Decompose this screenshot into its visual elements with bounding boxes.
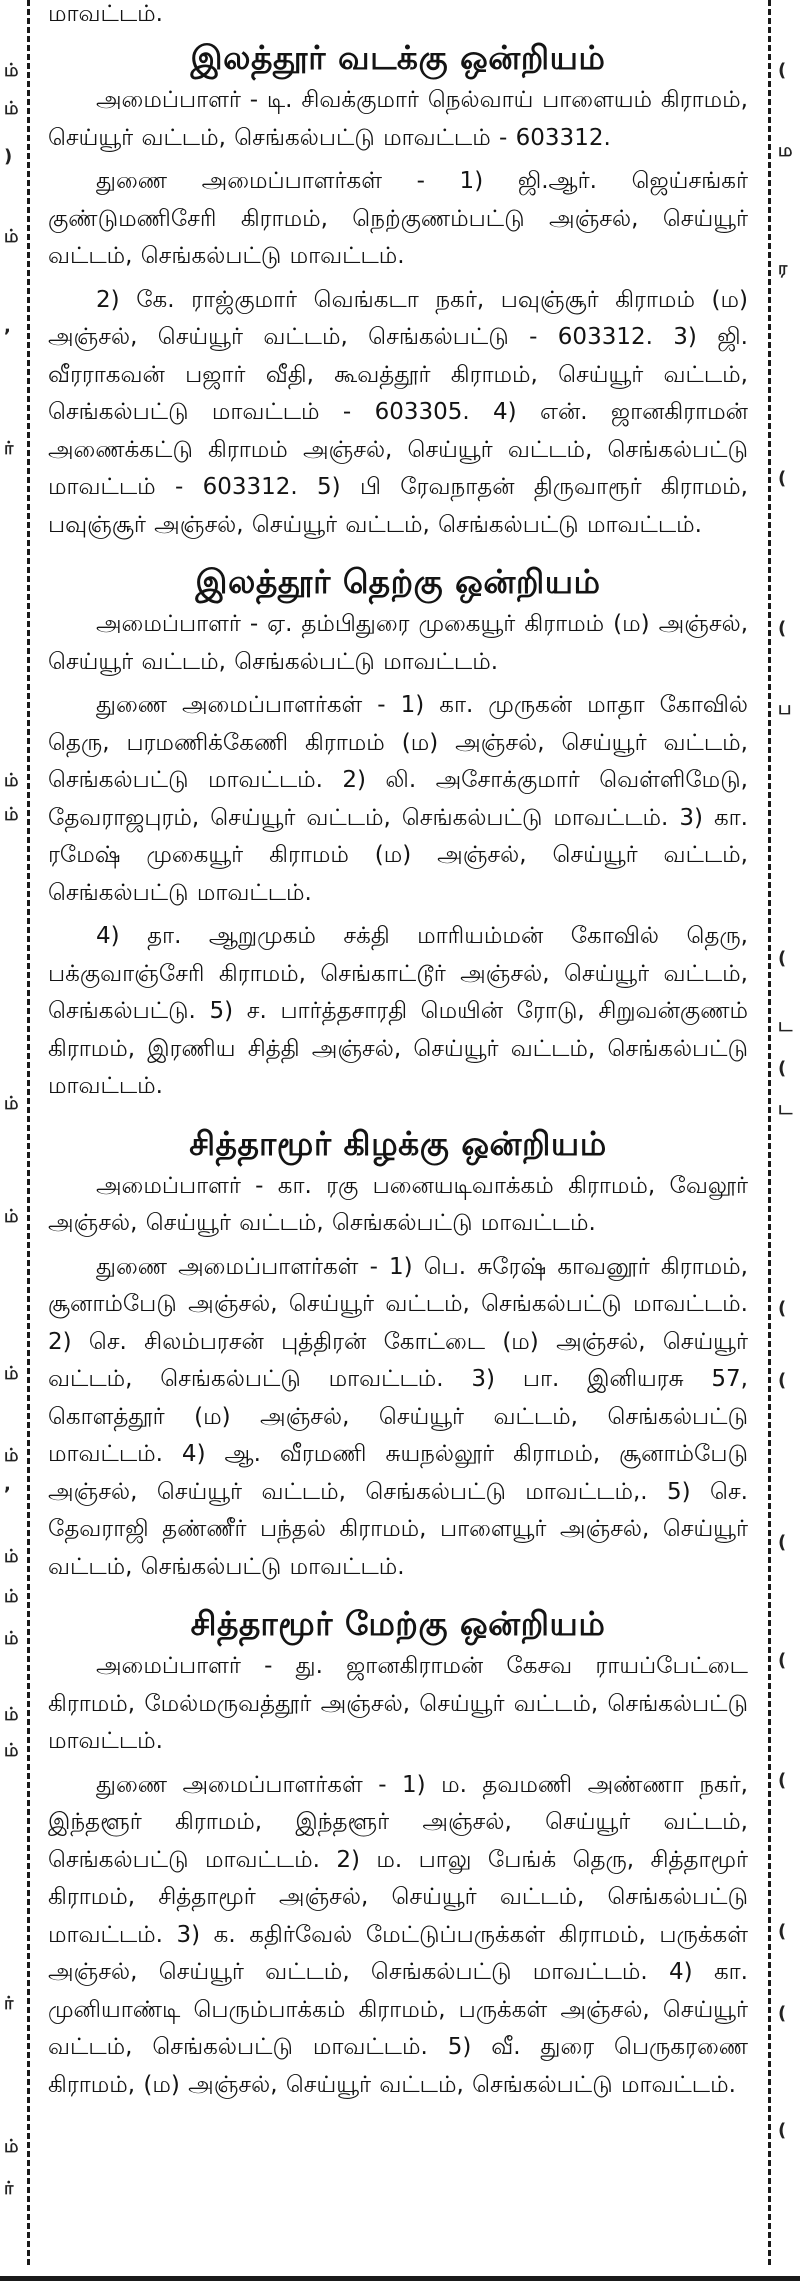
right-margin-fragment: ( xyxy=(778,2003,787,2024)
left-margin-fragment: ) xyxy=(4,146,13,167)
organizer-paragraph: அமைப்பாளர் - டி. சிவக்குமார் நெல்வாய் பாளையம் கிராமம், செய்யூர் வட்டம், செங்கல்பட்டு மாவட்டம் - 603312. xyxy=(48,87,748,151)
right-margin-fragment: ( xyxy=(778,468,787,489)
right-margin-fragment: ( xyxy=(778,618,787,639)
article-column xyxy=(48,0,748,2110)
deputy-organizers-paragraph: துணை அமைப்பாளர்கள் - 1) ஜி.ஆர். ஜெய்சங்கர் குண்டுமணிசேரி கிராமம், நெற்குணம்பட்டு அஞ்சல், செய்யூர் வட்டம், செங்கல்பட்டு மாவட்டம். xyxy=(48,168,748,269)
left-margin-fragment: ம் xyxy=(4,1093,19,1114)
right-margin-fragment: ( xyxy=(778,60,787,81)
left-margin-fragment: ம் xyxy=(4,60,19,81)
deputy-organizers-paragraph: 2) கே. ராஜ்குமார் வெங்கடா நகர், பவுஞ்சூர் கிராமம் (ம) அஞ்சல், செய்யூர் வட்டம், செங்கல்பட்டு - 603312. 3) ஜி. வீரராகவன் பஜார் வீதி, கூவத்தூர் கிராமம், செய்யூர் வட்டம், செங்கல்பட்டு மாவட்டம் - 603305. 4) என். ஜானகிராமன் அணைக்கட்டு கிராமம் அஞ்சல், செய்யூர் வட்டம், செங்கல்பட்டு மாவட்டம் - 603312. 5) பி ரேவநாதன் திருவாரூர் கிராமம், பவுஞ்சூர் அஞ்சல், செய்யூர் வட்டம், செங்கல்பட்டு மாவட்டம். xyxy=(48,286,748,538)
right-margin-fragment: ( xyxy=(778,1770,787,1791)
right-margin-fragment: ( xyxy=(778,948,787,969)
section-heading: சித்தாமூர் கிழக்கு ஒன்றியம் xyxy=(189,1123,607,1163)
right-margin-fragment: ம xyxy=(778,140,793,161)
left-margin-fragment: ம் xyxy=(4,98,19,119)
deputy-organizers-paragraph: துணை அமைப்பாளர்கள் - 1) பெ. சுரேஷ் காவனூர் கிராமம், சூனாம்பேடு அஞ்சல், செய்யூர் வட்டம், செங்கல்பட்டு மாவட்டம். 2) செ. சிலம்பரசன் புத்திரன் கோட்டை (ம) அஞ்சல், செய்யூர் வட்டம், செங்கல்பட்டு மாவட்டம். 3) பா. இனியரசு 57, கொளத்தூர் (ம) அஞ்சல், செய்யூர் வட்டம், செங்கல்பட்டு மாவட்டம். 4) ஆ. வீரமணி சுயநல்லூர் கிராமம், சூனாம்பேடு அஞ்சல், செய்யூர் வட்டம், செங்கல்பட்டு மாவட்டம்,. 5) செ. தேவராஜி தண்ணீர் பந்தல் கிராமம், பாளையூர் அஞ்சல், செய்யூர் வட்டம், செங்கல்பட்டு மாவட்டம். xyxy=(48,1253,748,1580)
section-heading: இலத்தூர் வடக்கு ஒன்றியம் xyxy=(190,38,606,77)
right-margin-fragment: ( xyxy=(778,1921,787,1942)
right-margin-fragment: ( xyxy=(778,1058,787,1079)
right-margin-fragment: ( xyxy=(778,2120,787,2141)
section-ilathur-north xyxy=(48,36,748,544)
left-margin-fragment: ம் xyxy=(4,226,19,247)
left-margin-fragment: ம் xyxy=(4,1704,19,1725)
organizer-paragraph: அமைப்பாளர் - கா. ரகு பனையடிவாக்கம் கிராமம், வேலூர் அஞ்சல், செய்யூர் வட்டம், செங்கல்பட்டு மாவட்டம். xyxy=(48,1172,748,1236)
left-margin-fragment: ம் xyxy=(4,770,19,791)
left-margin-fragment: ம் xyxy=(4,1445,19,1466)
left-margin-fragment: , xyxy=(4,1474,11,1495)
organizer-paragraph: அமைப்பாளர் - ஏ. தம்பிதுரை முகையூர் கிராமம் (ம) அஞ்சல், செய்யூர் வட்டம், செங்கல்பட்டு மாவட்டம். xyxy=(48,611,748,675)
left-margin-fragment: ம் xyxy=(4,804,19,825)
left-margin-fragment: ம் xyxy=(4,2136,19,2157)
section-ilathur-south xyxy=(48,560,748,1106)
left-margin-fragment: ம் xyxy=(4,1206,19,1227)
right-margin-fragment: ( xyxy=(778,1532,787,1553)
right-margin-fragment: ர xyxy=(778,258,788,279)
left-margin-fragment: , xyxy=(4,316,11,337)
left-margin-fragment: ம் xyxy=(4,1586,19,1607)
continued-text: மாவட்டம். xyxy=(48,1,163,27)
right-margin-fragment: ப xyxy=(778,698,792,719)
left-margin-fragment: ர் xyxy=(4,438,14,459)
left-margin-fragment: ர் xyxy=(4,2178,14,2199)
left-margin-fragment: ம் xyxy=(4,1628,19,1649)
right-column-divider xyxy=(768,0,771,2265)
section-chithamur-west xyxy=(48,1602,748,2104)
left-column-divider xyxy=(27,0,30,2265)
left-margin-fragment: ர் xyxy=(4,1993,14,2014)
right-margin-fragment: ( xyxy=(778,1650,787,1671)
deputy-organizers-paragraph: துணை அமைப்பாளர்கள் - 1) கா. முருகன் மாதா கோவில் தெரு, பரமணிக்கேணி கிராமம் (ம) அஞ்சல், செய்யூர் வட்டம், செங்கல்பட்டு மாவட்டம். 2) லி. அசோக்குமார் வெள்ளிமேடு, தேவராஜபுரம், செய்யூர் வட்டம், செங்கல்பட்டு மாவட்டம். 3) கா. ரமேஷ் முகையூர் கிராமம் (ம) அஞ்சல், செய்யூர் வட்டம், செங்கல்பட்டு மாவட்டம். xyxy=(48,692,748,906)
left-margin-fragment: ம் xyxy=(4,1740,19,1761)
section-heading: சித்தாமூர் மேற்கு ஒன்றியம் xyxy=(190,1604,606,1643)
deputy-organizers-paragraph: 4) தா. ஆறுமுகம் சக்தி மாரியம்மன் கோவில் தெரு, பக்குவாஞ்சேரி கிராமம், செங்காட்டூர் அஞ்சல், செய்யூர் வட்டம், செங்கல்பட்டு. 5) ச. பார்த்தசாரதி மெயின் ரோடு, சிறுவன்குணம் கிராமம், இரணிய சித்தி அஞ்சல், செய்யூர் வட்டம், செங்கல்பட்டு மாவட்டம். xyxy=(48,923,748,1099)
left-margin-fragment: ம் xyxy=(4,1546,19,1567)
right-margin-fragment: ட xyxy=(778,1098,793,1119)
right-margin-fragment: ( xyxy=(778,1370,787,1391)
section-heading: இலத்தூர் தெற்கு ஒன்றியம் xyxy=(195,562,601,601)
bottom-rule xyxy=(0,2276,800,2281)
deputy-organizers-paragraph: துணை அமைப்பாளர்கள் - 1) ம. தவமணி அண்ணா நகர், இந்தளூர் கிராமம், இந்தளூர் அஞ்சல், செய்யூர் வட்டம், செங்கல்பட்டு மாவட்டம். 2) ம. பாலு பேங்க் தெரு, சித்தாமூர் கிராமம், சித்தாமூர் அஞ்சல், செய்யூர் வட்டம், செங்கல்பட்டு மாவட்டம். 3) க. கதிர்வேல் மேட்டுப்பருக்கள் கிராமம், பருக்கள் அஞ்சல், செய்யூர் வட்டம், செங்கல்பட்டு மாவட்டம். 4) கா. முனியாண்டி பெரும்பாக்கம் கிராமம், பருக்கள் அஞ்சல், செய்யூர் வட்டம், செங்கல்பட்டு மாவட்டம். 5) வீ. துரை பெருகரணை கிராமம், (ம) அஞ்சல், செய்யூர் வட்டம், செங்கல்பட்டு மாவட்டம். xyxy=(48,1771,748,2098)
left-margin-fragment: ம் xyxy=(4,1363,19,1384)
section-chithamur-east xyxy=(48,1122,748,1587)
right-margin-fragment: ( xyxy=(778,1298,787,1319)
organizer-paragraph: அமைப்பாளர் - து. ஜானகிராமன் கேசவ ராயப்பேட்டை கிராமம், மேல்மருவத்தூர் அஞ்சல், செய்யூர் வட்டம், செங்கல்பட்டு மாவட்டம். xyxy=(48,1653,748,1754)
right-margin-fragment: ட xyxy=(778,1015,793,1036)
